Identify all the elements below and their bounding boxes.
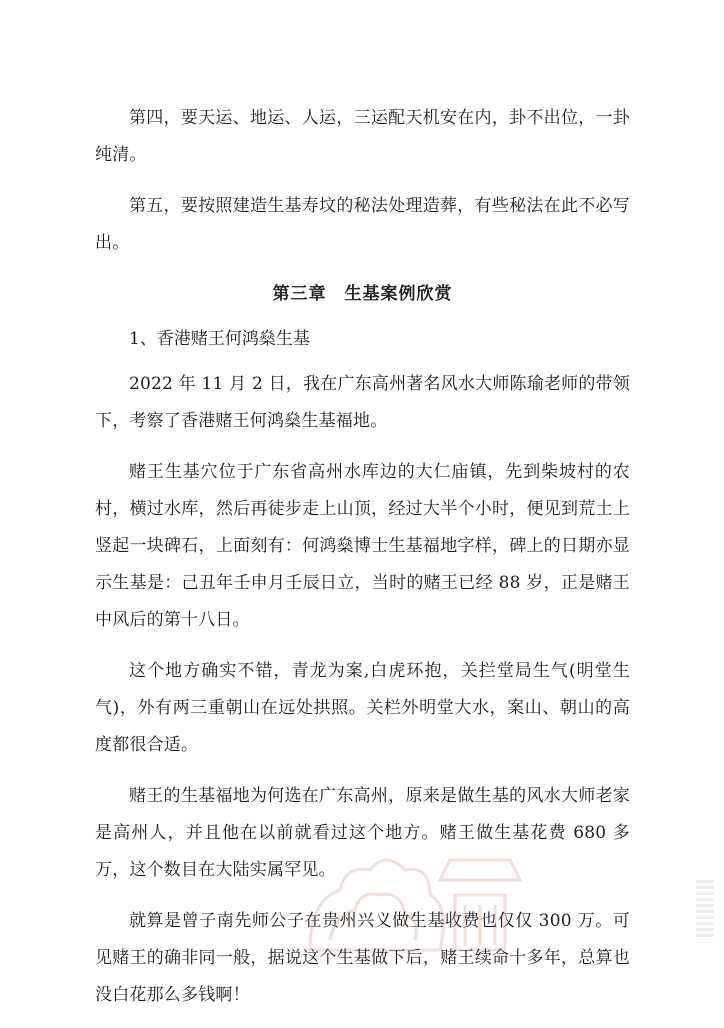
paragraph-comparison: 就算是曾子南先师公子在贵州兴义做生基收费也仅仅 300 万。可见赌王的确非同一般，据说这个生基做下后，赌王续命十多年，总算也没白花那么多钱啊！ bbox=[95, 911, 630, 1005]
paragraph-fourth: 第四，要天运、地运、人运，三运配天机安在内，卦不出位，一卦纯清。 bbox=[95, 108, 630, 165]
chapter-title: 第三章 生基案例欣赏 bbox=[272, 284, 453, 304]
paragraph-visit: 2022 年 11 月 2 日，我在广东高州著名风水大师陈瑜老师的带领下，考察了香港赌王何鸿燊生基福地。 bbox=[95, 374, 630, 431]
paragraph-terrain: 这个地方确实不错，青龙为案,白虎环抱，关拦堂局生气(明堂生气)，外有两三重朝山在远处拱照。关栏外明堂大水，案山、朝山的高度都很合适。 bbox=[95, 661, 630, 755]
paragraph-fifth: 第五，要按照建造生基寿坟的秘法处理造葬，有些秘法在此不必写出。 bbox=[95, 196, 630, 253]
section-title: 1、香港赌王何鸿燊生基 bbox=[129, 329, 310, 349]
paragraph-reason: 赌王的生基福地为何选在广东高州，原来是做生基的风水大师老家是高州人，并且他在以前就看过这个地方。赌王做生基花费 680 多万，这个数目在大陆实属罕见。 bbox=[95, 786, 630, 880]
side-margin-mark bbox=[696, 880, 714, 940]
paragraph-location: 赌王生基穴位于广东省高州水库边的大仁庙镇，先到柴坡村的农村，横过水库，然后再徒步走上山顶，经过大半个小时，便见到荒土上竖起一块碑石，上面刻有：何鸿燊博士生基福地字样，碑上的日期亦显示生基是：己丑年壬申月壬辰日立，当时的赌王已经 88 岁，正是赌王中风后的第十八日。 bbox=[95, 462, 630, 630]
document-body bbox=[95, 100, 630, 1028]
